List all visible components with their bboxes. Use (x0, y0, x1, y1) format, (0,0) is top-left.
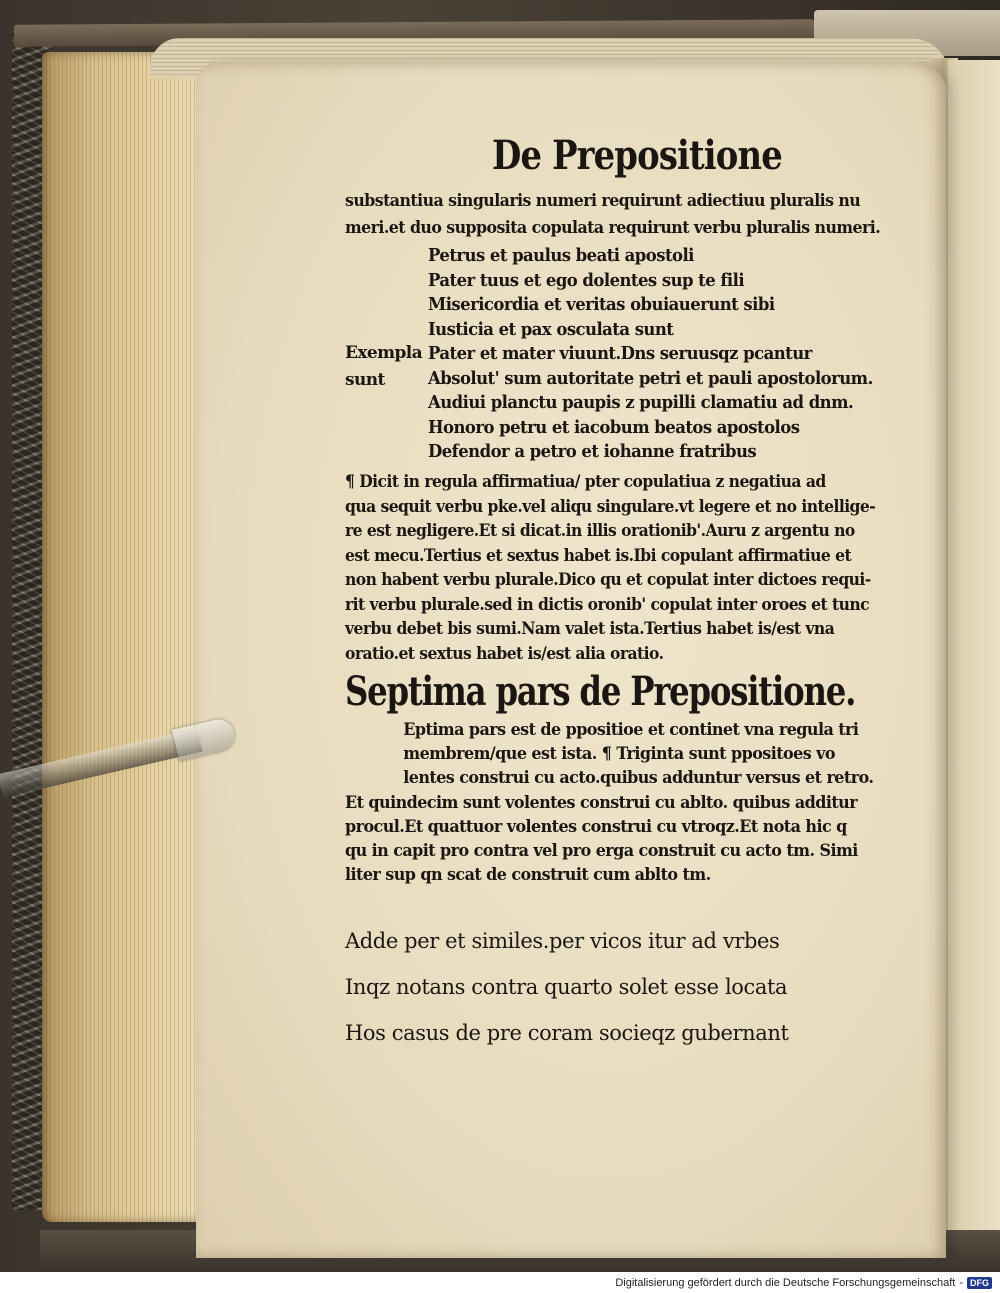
example-line: Audiui planctu paupis z pupilli clamatiu ad dnm. (428, 392, 854, 413)
example-line: Honoro petru et iacobum beatos apostolos (428, 416, 800, 438)
text-line: Et quindecim sunt volentes construi cu ablto. quibus additur (345, 792, 858, 813)
dfg-logo: DFG (967, 1277, 992, 1289)
example-line: Pater tuus et ego dolentes sup te fili (428, 269, 745, 291)
text-line: re est negligere.Et si dicat.in illis orationib'.Auru z argentu no (345, 521, 855, 541)
text-line: liter sup qn scat de construit cum ablto tm. (345, 865, 711, 886)
example-line: Pater et mater viuunt.Dns seruusqz pcantur (428, 343, 812, 364)
text-line: substantiua singularis numeri requirunt adiectiuu pluralis nu (345, 191, 861, 211)
paragraph-2 (345, 718, 907, 887)
text-line: qu in capit pro contra vel pro erga construit cu acto tm. Simi (345, 841, 858, 862)
example-line: Defendor a petro et iohanne fratribus (428, 441, 757, 462)
page-holder-tip (172, 716, 238, 761)
example-line: Iusticia et pax osculata sunt (428, 318, 674, 340)
text-line: rit verbu plurale.sed in dictis oronib' copulat inter oroes et tunc (345, 594, 870, 615)
text-line: Eptima pars est de ppositioe et continet vna regula tri (403, 720, 859, 740)
facing-page-edge (948, 60, 1000, 1260)
text-line: lentes construi cu acto.quibus adduntur versus et retro. (403, 768, 874, 789)
intro-text (345, 188, 921, 242)
example-list (428, 244, 914, 465)
text-line: oratio.et sextus habet is/est alia oratio. (345, 643, 664, 664)
example-line: Petrus et paulus beati apostoli (428, 245, 694, 266)
side-note (345, 340, 422, 394)
text-line: ¶ Dicit in regula affirmatiua/ pter copulatiua z negatiua ad (345, 472, 826, 492)
example-line: Misericordia et veritas obuiauerunt sibi (428, 294, 775, 315)
verse-line: Inqz notans contra quarto solet esse locata (345, 975, 788, 999)
page-heading: De Prepositione (492, 132, 782, 179)
text-line: membrem/que est ista. ¶ Triginta sunt ppositoes vo (403, 744, 835, 765)
credit-footer (0, 1272, 1000, 1293)
credit-separator: - (959, 1276, 963, 1289)
credit-text: Digitalisierung gefördert durch die Deutsche Forschungsgemeinschaft (615, 1276, 956, 1289)
side-note-line: Exempla (345, 343, 423, 363)
page-fore-edge (42, 52, 202, 1222)
section-heading: Septima pars de Prepositione. (345, 668, 856, 715)
text-line: procul.Et quattuor volentes construi cu vtroqz.Et nota hic q (345, 816, 847, 837)
text-line: qua sequit verbu pke.vel aliqu singulare.vt legere et no intellige- (345, 496, 876, 517)
verse-line: Hos casus de pre coram socieqz gubernant (345, 1021, 789, 1045)
example-line: Absolut' sum autoritate petri et pauli apostolorum. (428, 367, 873, 389)
side-note-line: sunt (345, 370, 385, 390)
text-line: verbu debet bis sumi.Nam valet ista.Tertius habet is/est vna (345, 619, 835, 639)
text-line: non habent verbu plurale.Dico qu et copulat inter dictoes requi- (345, 570, 871, 590)
paragraph-1 (345, 470, 924, 666)
verse-line: Adde per et similes.per vicos itur ad vrbes (345, 929, 780, 953)
verse-block (345, 918, 789, 1056)
text-line: est mecu.Tertius et sextus habet is.Ibi copulant affirmatiue et (345, 545, 852, 566)
text-line: meri.et duo supposita copulata requirunt verbu pluralis numeri. (345, 218, 881, 238)
